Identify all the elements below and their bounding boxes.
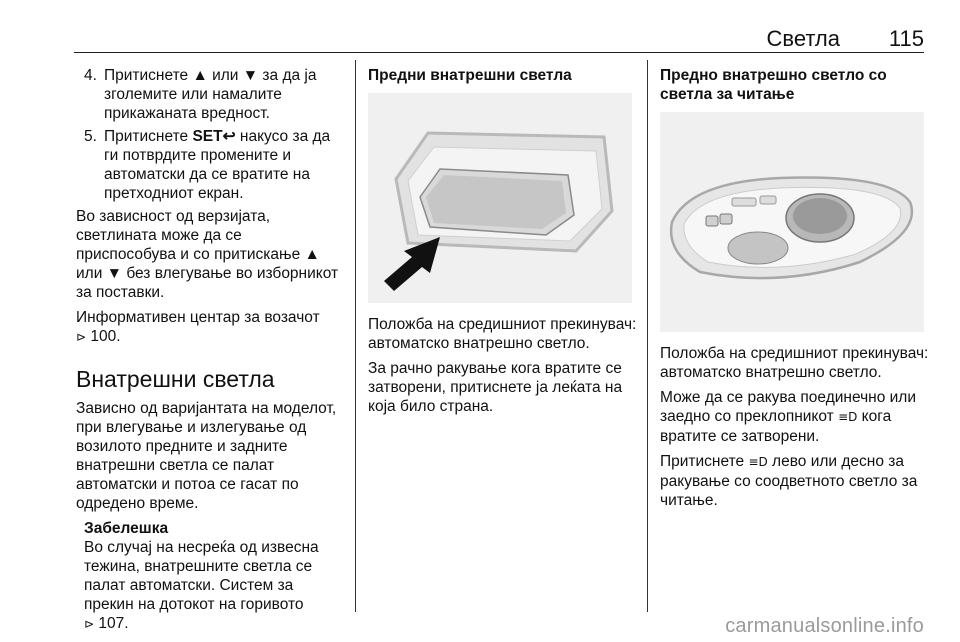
reading-light-switch-icon: ≡D — [748, 455, 768, 469]
column-divider — [647, 60, 648, 612]
set-button-label: SET — [192, 128, 223, 145]
note-title: Забелешка — [84, 520, 169, 537]
paragraph: Положба на средишниот прекинувач: автоматско внатрешно светло. — [368, 316, 637, 352]
page-reference[interactable]: 100. — [90, 328, 121, 345]
header-rule — [74, 52, 924, 53]
column-3 — [660, 66, 930, 516]
paragraph: Притиснете ≡D лево или десно за ракување со соодветното светло за читање. — [660, 453, 918, 509]
list-number: 5. — [84, 128, 97, 145]
reading-light-switch-icon: ≡D — [838, 410, 858, 424]
list-text: Притиснете ▲ или ▼ за да ја зголемите или намалите прикажаната вредност. — [104, 67, 317, 122]
front-interior-light-image — [368, 93, 632, 303]
list-item — [76, 127, 346, 203]
reading-light-image — [660, 112, 924, 332]
page-title: Светла — [766, 26, 840, 51]
column-2 — [368, 66, 638, 422]
watermark: carmanualsonline.info — [725, 615, 924, 637]
section-heading: Предно внатрешно светло со светла за читање — [660, 67, 887, 103]
paragraph: Зависно од варијантата на моделот, при влегување и излегување од возилото предните и задните внатрешни светла се палат автоматски и потоа се гасат по одредено време. — [76, 400, 337, 512]
list-text: Притиснете — [104, 128, 193, 145]
page-reference[interactable]: 107. — [98, 615, 129, 632]
page-number: 115 — [888, 26, 924, 51]
column-1 — [76, 66, 346, 634]
column-divider — [355, 60, 356, 612]
section-heading: Внатрешни светла — [76, 366, 275, 392]
xref-arrow-icon: ⊳ — [84, 617, 95, 631]
list-text: накусо за да ги потврдите промените и автоматски да се вратите на претходниот екран. — [104, 128, 331, 202]
paragraph: Информативен центар за возачот ⊳ 100. — [76, 309, 320, 345]
paragraph: Може да се ракува поединечно или заедно со преклопникот ≡D кога вратите се затворени. — [660, 389, 916, 445]
list-item — [76, 66, 346, 123]
reading-light-illustration — [660, 112, 924, 332]
note-box — [76, 519, 346, 634]
paragraph: Во зависност од верзијата, светлината може да се приспособува и со притискање ▲ или ▼ без влегување во изборникот за поставки. — [76, 208, 339, 301]
front-interior-light-illustration — [368, 93, 632, 303]
section-heading: Предни внатрешни светла — [368, 67, 572, 84]
note-text: Во случај на несреќа од извесна тежина, внатрешните светла се палат автоматски. Систем за прекин на дотокот на горивото — [84, 539, 319, 613]
xref-arrow-icon: ⊳ — [76, 330, 87, 344]
paragraph: Положба на средишниот прекинувач: автоматско внатрешно светло. — [660, 345, 929, 381]
list-number: 4. — [84, 67, 97, 84]
back-icon: ↩ — [222, 128, 236, 145]
paragraph: За рачно ракување кога вратите се затворени, притиснете ја леќата на која било страна. — [368, 360, 623, 415]
